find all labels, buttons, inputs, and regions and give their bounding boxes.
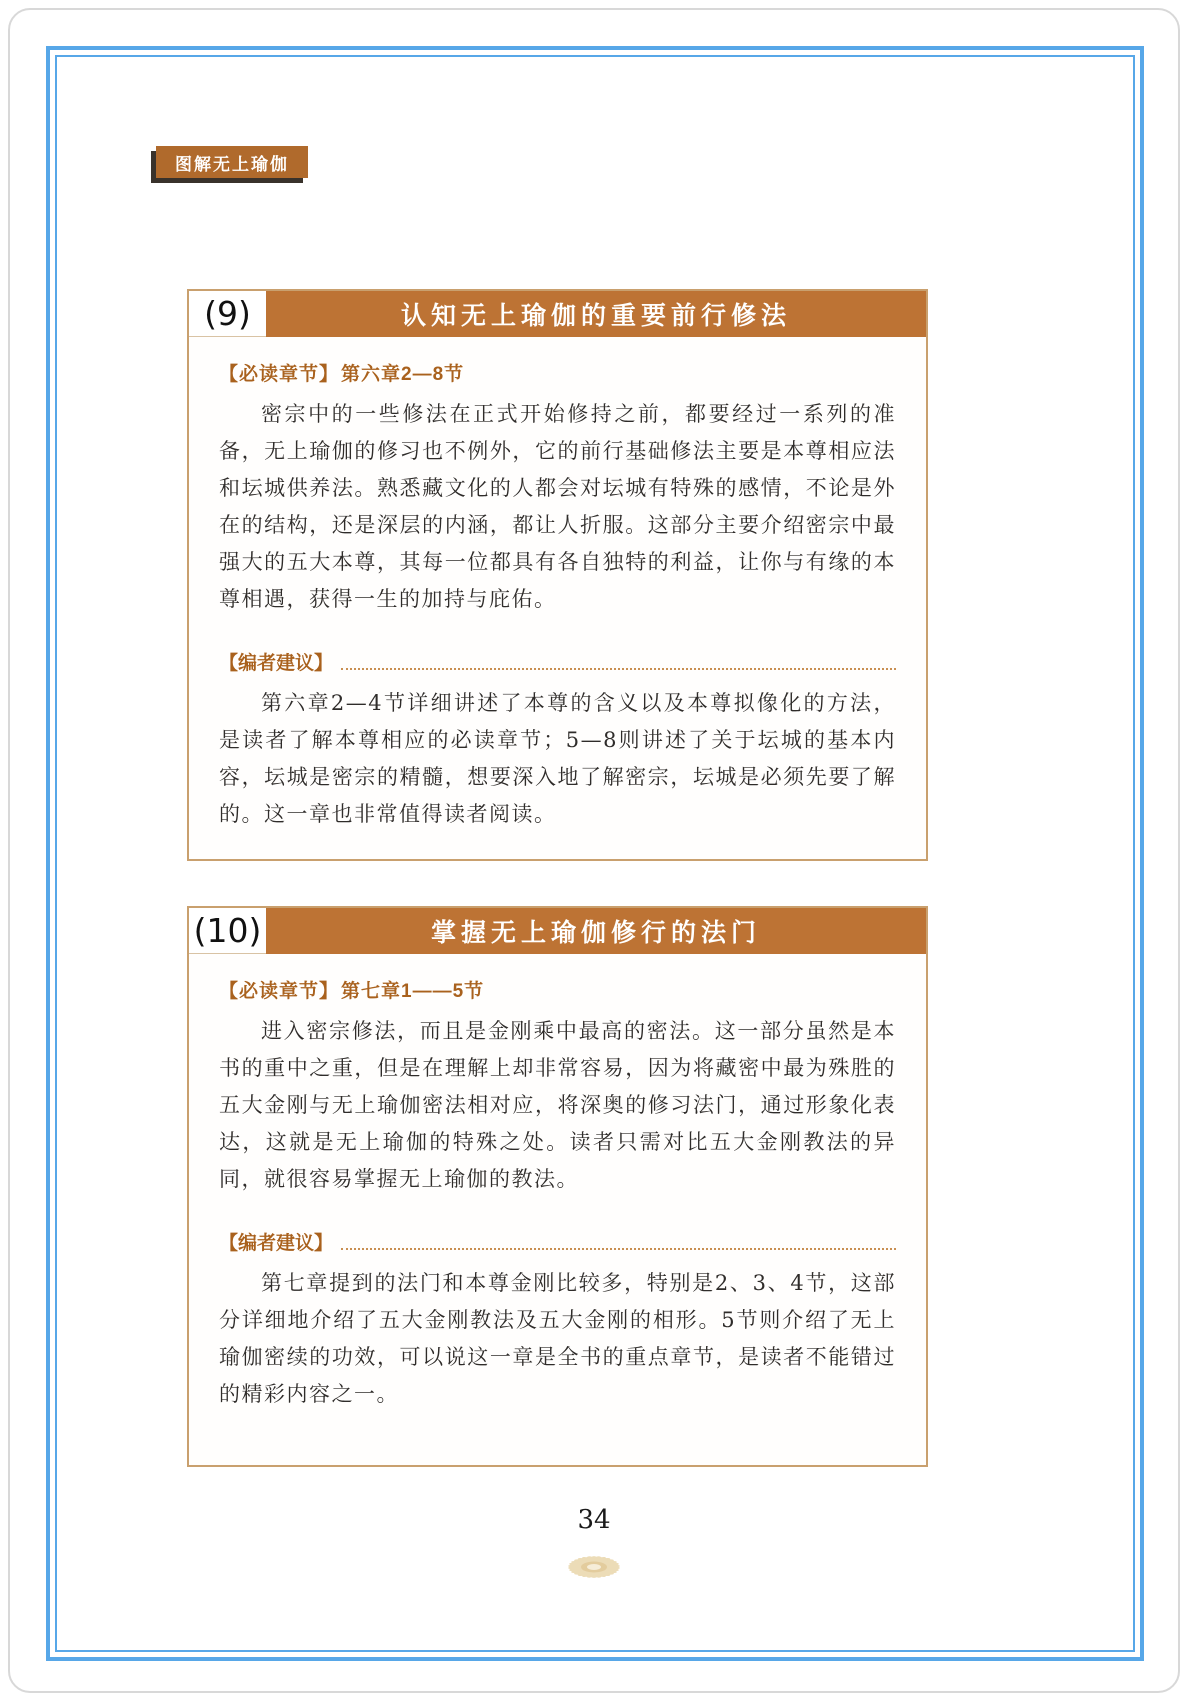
editor-advice-label: 【编者建议】 (219, 653, 334, 674)
section-9-title-bar (266, 291, 926, 337)
section-10-box (187, 906, 928, 1467)
section-10-required-chapters (219, 976, 896, 1003)
section-10-advice-paragraph: 第七章提到的法门和本尊金刚比较多，特别是2、3、4节，这部分详细地介绍了五大金刚教法及五大金刚的相形。5节则介绍了无上瑜伽密续的功效，可以说这一章是全书的重点章节，是读者不能错过的精彩内容之一。 (219, 1271, 896, 1406)
section-9-required-chapters (219, 359, 896, 386)
required-chapters-label: 【必读章节】 (219, 364, 340, 385)
required-chapters-value: 第六章2—8节 (341, 364, 465, 385)
section-10-number: (10) (189, 908, 266, 954)
section-9-header (189, 291, 926, 337)
section-9-content (189, 337, 926, 859)
dotted-leader (341, 1248, 896, 1250)
page-number: 34 (577, 1505, 611, 1535)
lotus-decoration (529, 1540, 659, 1594)
required-chapters-value: 第七章1——5节 (341, 981, 485, 1002)
section-9-title: 认知无上瑜伽的重要前行修法 (400, 302, 791, 330)
section-9-body-paragraph: 密宗中的一些修法在正式开始修持之前，都要经过一系列的准备，无上瑜伽的修习也不例外，它的前行基础修法主要是本尊相应法和坛城供养法。熟悉藏文化的人都会对坛城有特殊的感情，不论是外在的结构，还是深层的内涵，都让人折服。这部分主要介绍密宗中最强大的五大本尊，其每一位都具有各自独特的利益，让你与有缘的本尊相遇，获得一生的加持与庇佑。 (219, 402, 896, 611)
section-10-body-paragraph: 进入密宗修法，而且是金刚乘中最高的密法。这一部分虽然是本书的重中之重，但是在理解上却非常容易，因为将藏密中最为殊胜的五大金刚与无上瑜伽密法相对应，将深奥的修习法门，通过形象化表达，这就是无上瑜伽的特殊之处。读者只需对比五大金刚教法的异同，就很容易掌握无上瑜伽的教法。 (219, 1019, 896, 1191)
section-10-header (189, 908, 926, 954)
section-9-number: (9) (189, 291, 266, 337)
editor-advice-label: 【编者建议】 (219, 1233, 334, 1254)
section-9-advice-heading (219, 648, 896, 675)
section-10-content (189, 954, 926, 1439)
dotted-leader (341, 668, 896, 670)
section-9-advice-paragraph: 第六章2—4节详细讲述了本尊的含义以及本尊拟像化的方法，是读者了解本尊相应的必读章节；5—8则讲述了关于坛城的基本内容，坛城是密宗的精髓，想要深入地了解密宗，坛城是必须先要了解的。这一章也非常值得读者阅读。 (219, 691, 896, 826)
required-chapters-label: 【必读章节】 (219, 981, 340, 1002)
section-10-title-bar (266, 908, 926, 954)
section-10-title: 掌握无上瑜伽修行的法门 (430, 919, 761, 947)
section-10-advice-heading (219, 1228, 896, 1255)
book-title-badge-label: 图解无上瑜伽 (175, 154, 289, 174)
book-title-badge (156, 146, 308, 178)
section-9-box (187, 289, 928, 861)
